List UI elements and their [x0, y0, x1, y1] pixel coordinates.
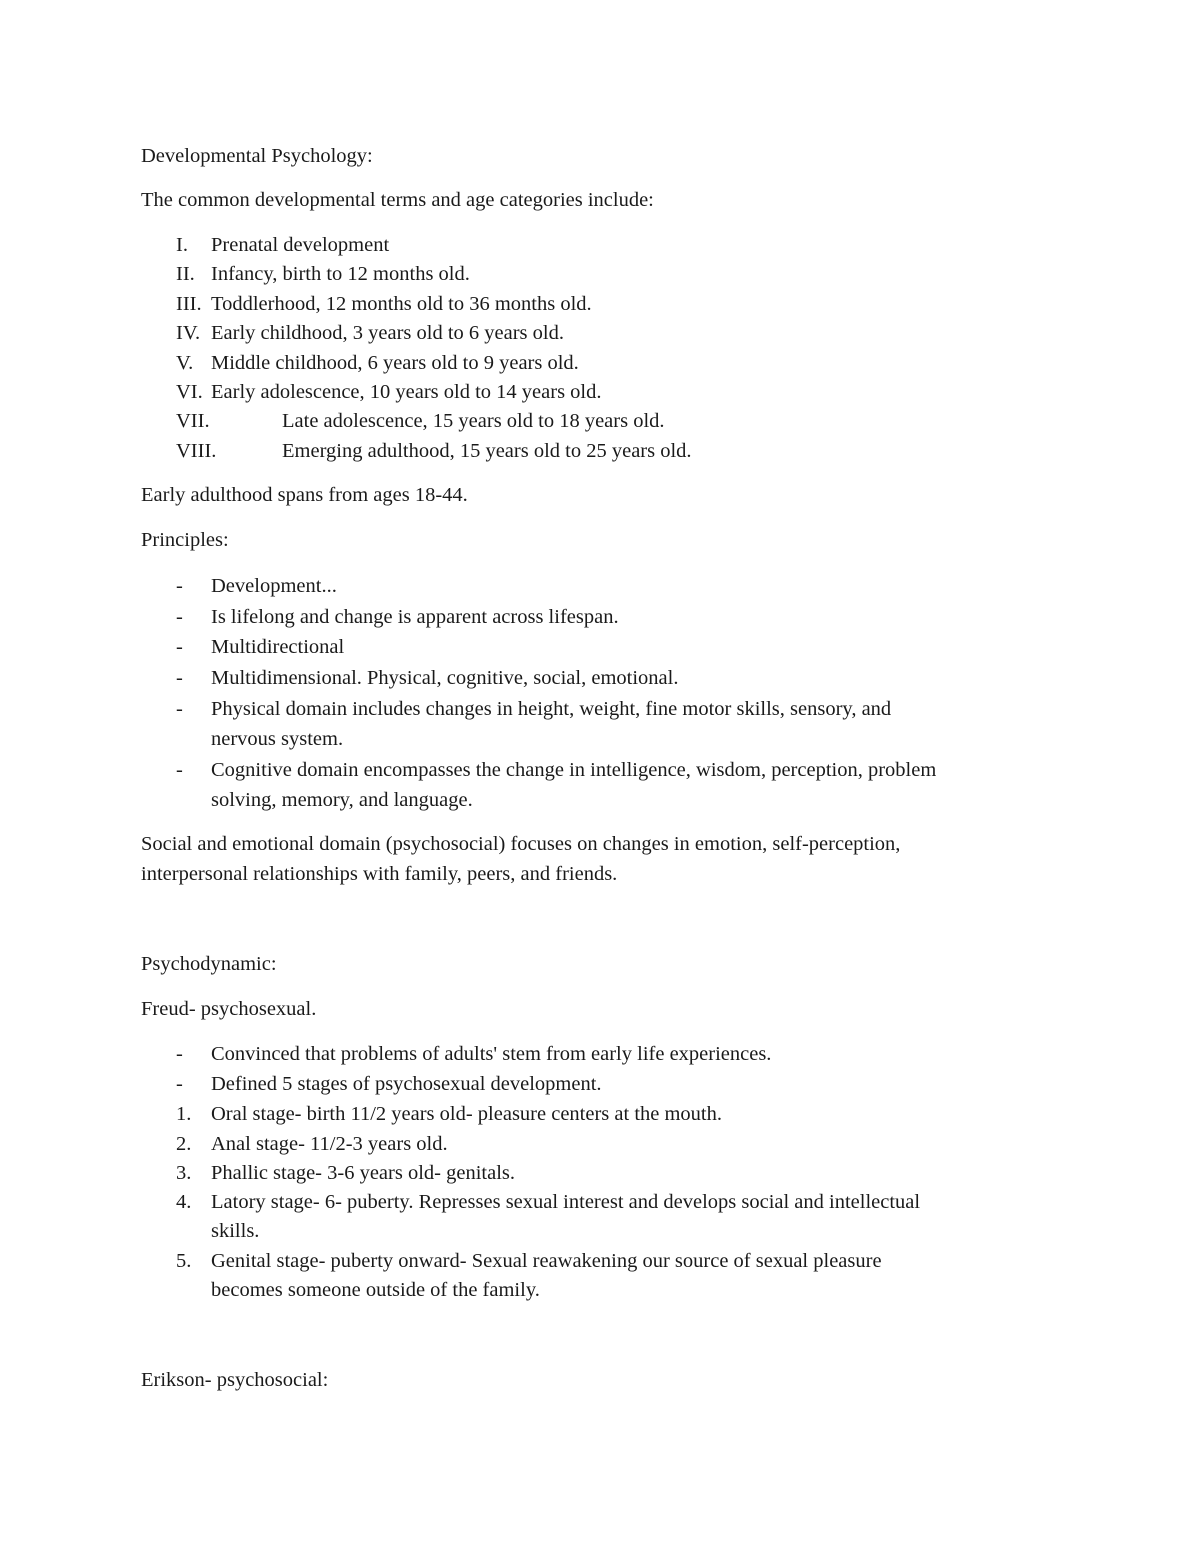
- list-item-text-continued: nervous system.: [211, 728, 344, 750]
- freud-heading: Freud- psychosexual.: [141, 998, 317, 1020]
- list-item-text: Oral stage- birth 11/2 years old- pleasure centers at the mouth.: [211, 1103, 722, 1125]
- social-paragraph-line: interpersonal relationships with family, peers, and friends.: [141, 863, 618, 885]
- list-number: 4.: [176, 1191, 192, 1213]
- list-item-text: Middle childhood, 6 years old to 9 years old.: [211, 352, 579, 374]
- list-numeral: V.: [176, 352, 194, 374]
- list-numeral: VIII.: [176, 440, 217, 462]
- list-number: 2.: [176, 1133, 192, 1155]
- bullet-dash: -: [176, 636, 183, 658]
- list-item-text: Early childhood, 3 years old to 6 years old.: [211, 322, 564, 344]
- list-item-text: Toddlerhood, 12 months old to 36 months old.: [211, 293, 592, 315]
- list-item-text: Phallic stage- 3-6 years old- genitals.: [211, 1162, 515, 1184]
- intro-paragraph: The common developmental terms and age categories include:: [141, 189, 654, 211]
- bullet-dash: -: [176, 698, 183, 720]
- bullet-dash: -: [176, 1073, 183, 1095]
- list-number: 5.: [176, 1250, 192, 1272]
- list-item-text: Late adolescence, 15 years old to 18 years old.: [282, 410, 665, 432]
- bullet-dash: -: [176, 606, 183, 628]
- list-item-text: Is lifelong and change is apparent across lifespan.: [211, 606, 619, 628]
- bullet-dash: -: [176, 759, 183, 781]
- bullet-dash: -: [176, 575, 183, 597]
- list-item-text: Infancy, birth to 12 months old.: [211, 263, 470, 285]
- list-item-text: Anal stage- 11/2-3 years old.: [211, 1133, 448, 1155]
- list-item-text: Cognitive domain encompasses the change in intelligence, wisdom, perception, problem: [211, 759, 937, 781]
- list-item-text: Convinced that problems of adults' stem from early life experiences.: [211, 1043, 772, 1065]
- list-number: 1.: [176, 1103, 192, 1125]
- list-numeral: VI.: [176, 381, 203, 403]
- list-item-text: Physical domain includes changes in height, weight, fine motor skills, sensory, and: [211, 698, 892, 720]
- list-numeral: VII.: [176, 410, 210, 432]
- early-adulthood-paragraph: Early adulthood spans from ages 18-44.: [141, 484, 468, 506]
- list-item-text: Multidirectional: [211, 636, 345, 658]
- psychodynamic-heading: Psychodynamic:: [141, 953, 277, 975]
- list-number: 3.: [176, 1162, 192, 1184]
- list-numeral: III.: [176, 293, 202, 315]
- list-item-text-continued: solving, memory, and language.: [211, 789, 473, 811]
- list-item-text: Development...: [211, 575, 337, 597]
- list-item-text: Early adolescence, 10 years old to 14 years old.: [211, 381, 602, 403]
- principles-heading: Principles:: [141, 529, 229, 551]
- bullet-dash: -: [176, 1043, 183, 1065]
- list-item-text: Genital stage- puberty onward- Sexual reawakening our source of sexual pleasure: [211, 1250, 882, 1272]
- list-item-text: Prenatal development: [211, 234, 390, 256]
- social-paragraph-line: Social and emotional domain (psychosocial) focuses on changes in emotion, self-perception,: [141, 833, 901, 855]
- erikson-heading: Erikson- psychosocial:: [141, 1369, 329, 1391]
- document-title: Developmental Psychology:: [141, 145, 373, 167]
- bullet-dash: -: [176, 667, 183, 689]
- list-item-text-continued: skills.: [211, 1220, 260, 1242]
- list-item-text: Emerging adulthood, 15 years old to 25 years old.: [282, 440, 692, 462]
- list-numeral: IV.: [176, 322, 201, 344]
- list-numeral: II.: [176, 263, 195, 285]
- list-item-text: Latory stage- 6- puberty. Represses sexual interest and develops social and intellectual: [211, 1191, 921, 1213]
- list-item-text: Multidimensional. Physical, cognitive, social, emotional.: [211, 667, 679, 689]
- list-item-text-continued: becomes someone outside of the family.: [211, 1279, 540, 1301]
- list-item-text: Defined 5 stages of psychosexual development.: [211, 1073, 602, 1095]
- list-numeral: I.: [176, 234, 188, 256]
